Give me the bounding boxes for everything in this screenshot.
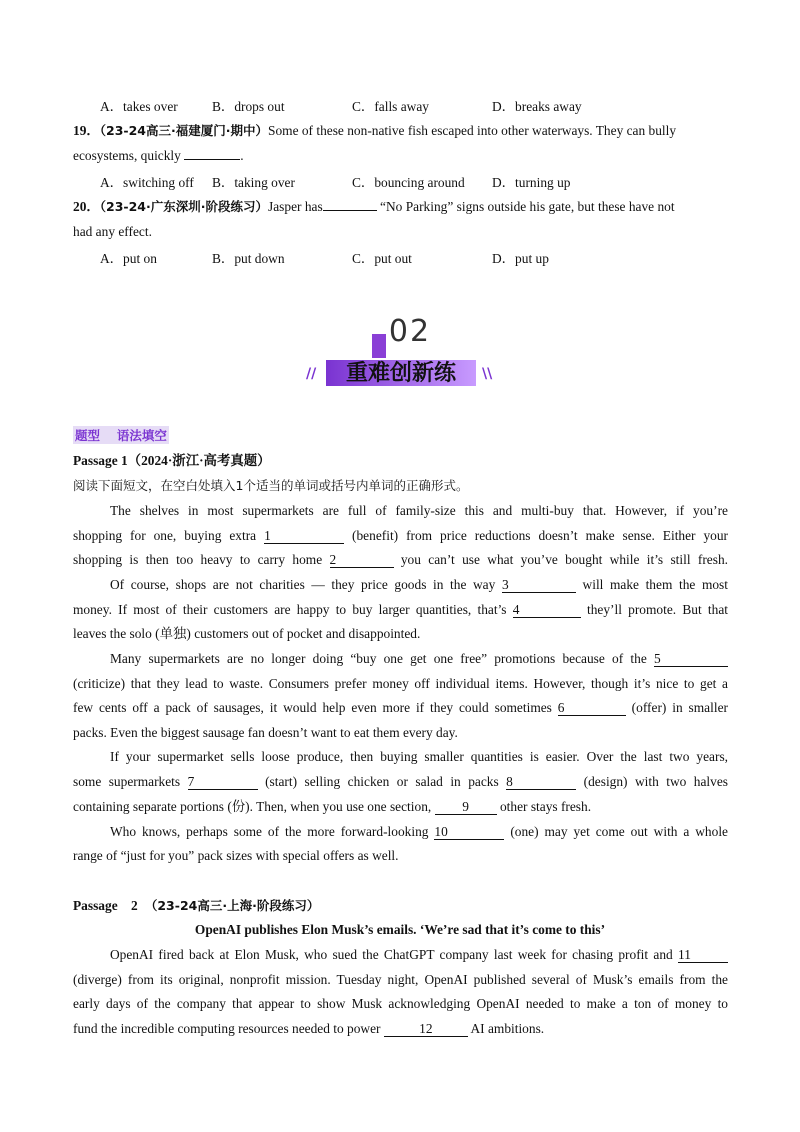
q19-options bbox=[100, 172, 720, 190]
p1-line3: shopping is then too heavy to carry home 2 you can’t use what you’ve bought while it’s still fresh. bbox=[73, 552, 729, 567]
q19-stem-line2: ecosystems, quickly . bbox=[73, 148, 244, 163]
p1-line10: packs. Even the biggest sausage fan doesn’t want to eat them every day. bbox=[73, 725, 458, 740]
section-type-tag: 题型 语法填空 bbox=[75, 428, 167, 443]
blank-2[interactable]: 2 bbox=[330, 552, 394, 568]
p1-line4: Of course, shops are not charities — they price goods in the way 3 will make them the most bbox=[110, 577, 728, 592]
q18-option-c[interactable]: C．falls away bbox=[352, 99, 429, 114]
p1-line2: shopping for one, buying extra 1 (benefit) from price reductions doesn’t make sense. Either your bbox=[73, 528, 729, 543]
q19-stem-line1 bbox=[73, 122, 676, 140]
q20-option-a[interactable]: A．put on bbox=[100, 251, 157, 266]
left-slash-decoration: // bbox=[306, 366, 317, 382]
q18-option-b[interactable]: B．drops out bbox=[212, 99, 285, 114]
blank-12[interactable]: 12 bbox=[384, 1021, 468, 1037]
blank-4[interactable]: 4 bbox=[513, 602, 581, 618]
blank-11[interactable]: 11 bbox=[678, 947, 728, 963]
q19-source: （23-24高三·福建厦门·期中） bbox=[99, 123, 269, 138]
p1-line7: Many supermarkets are no longer doing “buy one get one free” promotions because of the 5 bbox=[110, 650, 728, 668]
right-slash-decoration: \\ bbox=[482, 366, 493, 382]
p1-line12: some supermarkets 7 (start) selling chicken or salad in packs 8 (design) with two halves bbox=[73, 774, 728, 789]
passage1-instruction: 阅读下面短文，在空白处填入1个适当的单词或括号内单词的正确形式。 bbox=[73, 478, 469, 493]
q20-blank[interactable] bbox=[323, 210, 377, 211]
blank-8[interactable]: 8 bbox=[506, 774, 576, 790]
p1-line11: If your supermarket sells loose produce, then buying smaller quantities is easier. Over the last two years, bbox=[110, 749, 728, 764]
q19-option-d[interactable]: D．turning up bbox=[492, 175, 571, 190]
blank-3[interactable]: 3 bbox=[502, 577, 576, 593]
p1-line14: Who knows, perhaps some of the more forward-looking 10 (one) may yet come out with a whole bbox=[110, 824, 728, 839]
p2-line3: early days of the company that appear to show Musk acknowledging OpenAI needed to make a ton of money to bbox=[73, 996, 728, 1011]
badge-title: 重难创新练 bbox=[345, 361, 456, 386]
p1-line15: range of “just for you” pack sizes with special offers as well. bbox=[73, 848, 399, 863]
p1-line9: few cents off a pack of sausages, it would help even more if they could sometimes 6 (offer) in smaller bbox=[73, 700, 728, 715]
p1-line8: (criticize) that they lead to waste. Consumers prefer money off individual items. However, though it’s nice to get a bbox=[73, 676, 728, 691]
q19-number: 19． bbox=[73, 123, 100, 138]
q20-stem-line1: 20．（23-24·广东深圳·阶段练习）Jasper has “No Parking” signs outside his gate, but these have not bbox=[73, 199, 675, 214]
p2-line2: (diverge) from its original, nonprofit mission. Tuesday night, OpenAI published several of Musk’s emails from the bbox=[73, 972, 728, 987]
q20-option-b[interactable]: B．put down bbox=[212, 251, 285, 266]
passage1-heading: Passage 1（2024·浙江·高考真题） bbox=[73, 453, 271, 468]
blank-1[interactable]: 1 bbox=[264, 528, 344, 544]
q20-source: （23-24·广东深圳·阶段练习） bbox=[99, 199, 269, 214]
q18-option-a[interactable]: A．takes over bbox=[100, 99, 178, 114]
p1-line6: leaves the solo (单独) customers out of pocket and disappointed. bbox=[73, 626, 421, 641]
p2-line4: fund the incredible computing resources needed to power 12 AI ambitions. bbox=[73, 1021, 545, 1036]
q18-option-d[interactable]: D．breaks away bbox=[492, 99, 582, 114]
q18-options bbox=[100, 96, 720, 114]
section-badge bbox=[300, 314, 500, 394]
p1-line1: The shelves in most supermarkets are full of family-size this and multi-buy that. However, if you’re bbox=[110, 503, 728, 518]
q20-number: 20． bbox=[73, 199, 100, 214]
q19-option-a[interactable]: A．switching off bbox=[100, 175, 194, 190]
blank-7[interactable]: 7 bbox=[188, 774, 258, 790]
p1-line5: money. If most of their customers are happy to buy larger quantities, that’s 4 they’ll promote. But that bbox=[73, 602, 728, 617]
q19-blank[interactable] bbox=[184, 159, 240, 160]
passage2-heading: Passage 2 （23-24高三·上海·阶段练习） bbox=[73, 898, 320, 913]
q19-option-c[interactable]: C．bouncing around bbox=[352, 175, 465, 190]
q20-option-c[interactable]: C．put out bbox=[352, 251, 412, 266]
q20-options bbox=[100, 248, 720, 266]
q19-text: Some of these non-native fish escaped into other waterways. They can bully bbox=[268, 123, 677, 138]
p1-line13: containing separate portions (份). Then, when you use one section, 9 other stays fresh. bbox=[73, 799, 592, 814]
p2-line1: OpenAI fired back at Elon Musk, who sued the ChatGPT company last week for chasing profit and 11 bbox=[110, 946, 728, 964]
q20-stem-line2: had any effect. bbox=[73, 224, 152, 239]
blank-10[interactable]: 10 bbox=[434, 824, 504, 840]
blank-9[interactable]: 9 bbox=[435, 799, 497, 815]
blank-6[interactable]: 6 bbox=[558, 700, 626, 716]
passage2-title: OpenAI publishes Elon Musk’s emails. ‘We’re sad that it’s come to this’ bbox=[194, 922, 606, 937]
badge-number: 02 bbox=[388, 314, 432, 349]
q19-option-b[interactable]: B．taking over bbox=[212, 175, 295, 190]
q20-option-d[interactable]: D．put up bbox=[492, 251, 549, 266]
blank-5[interactable]: 5 bbox=[654, 651, 728, 667]
